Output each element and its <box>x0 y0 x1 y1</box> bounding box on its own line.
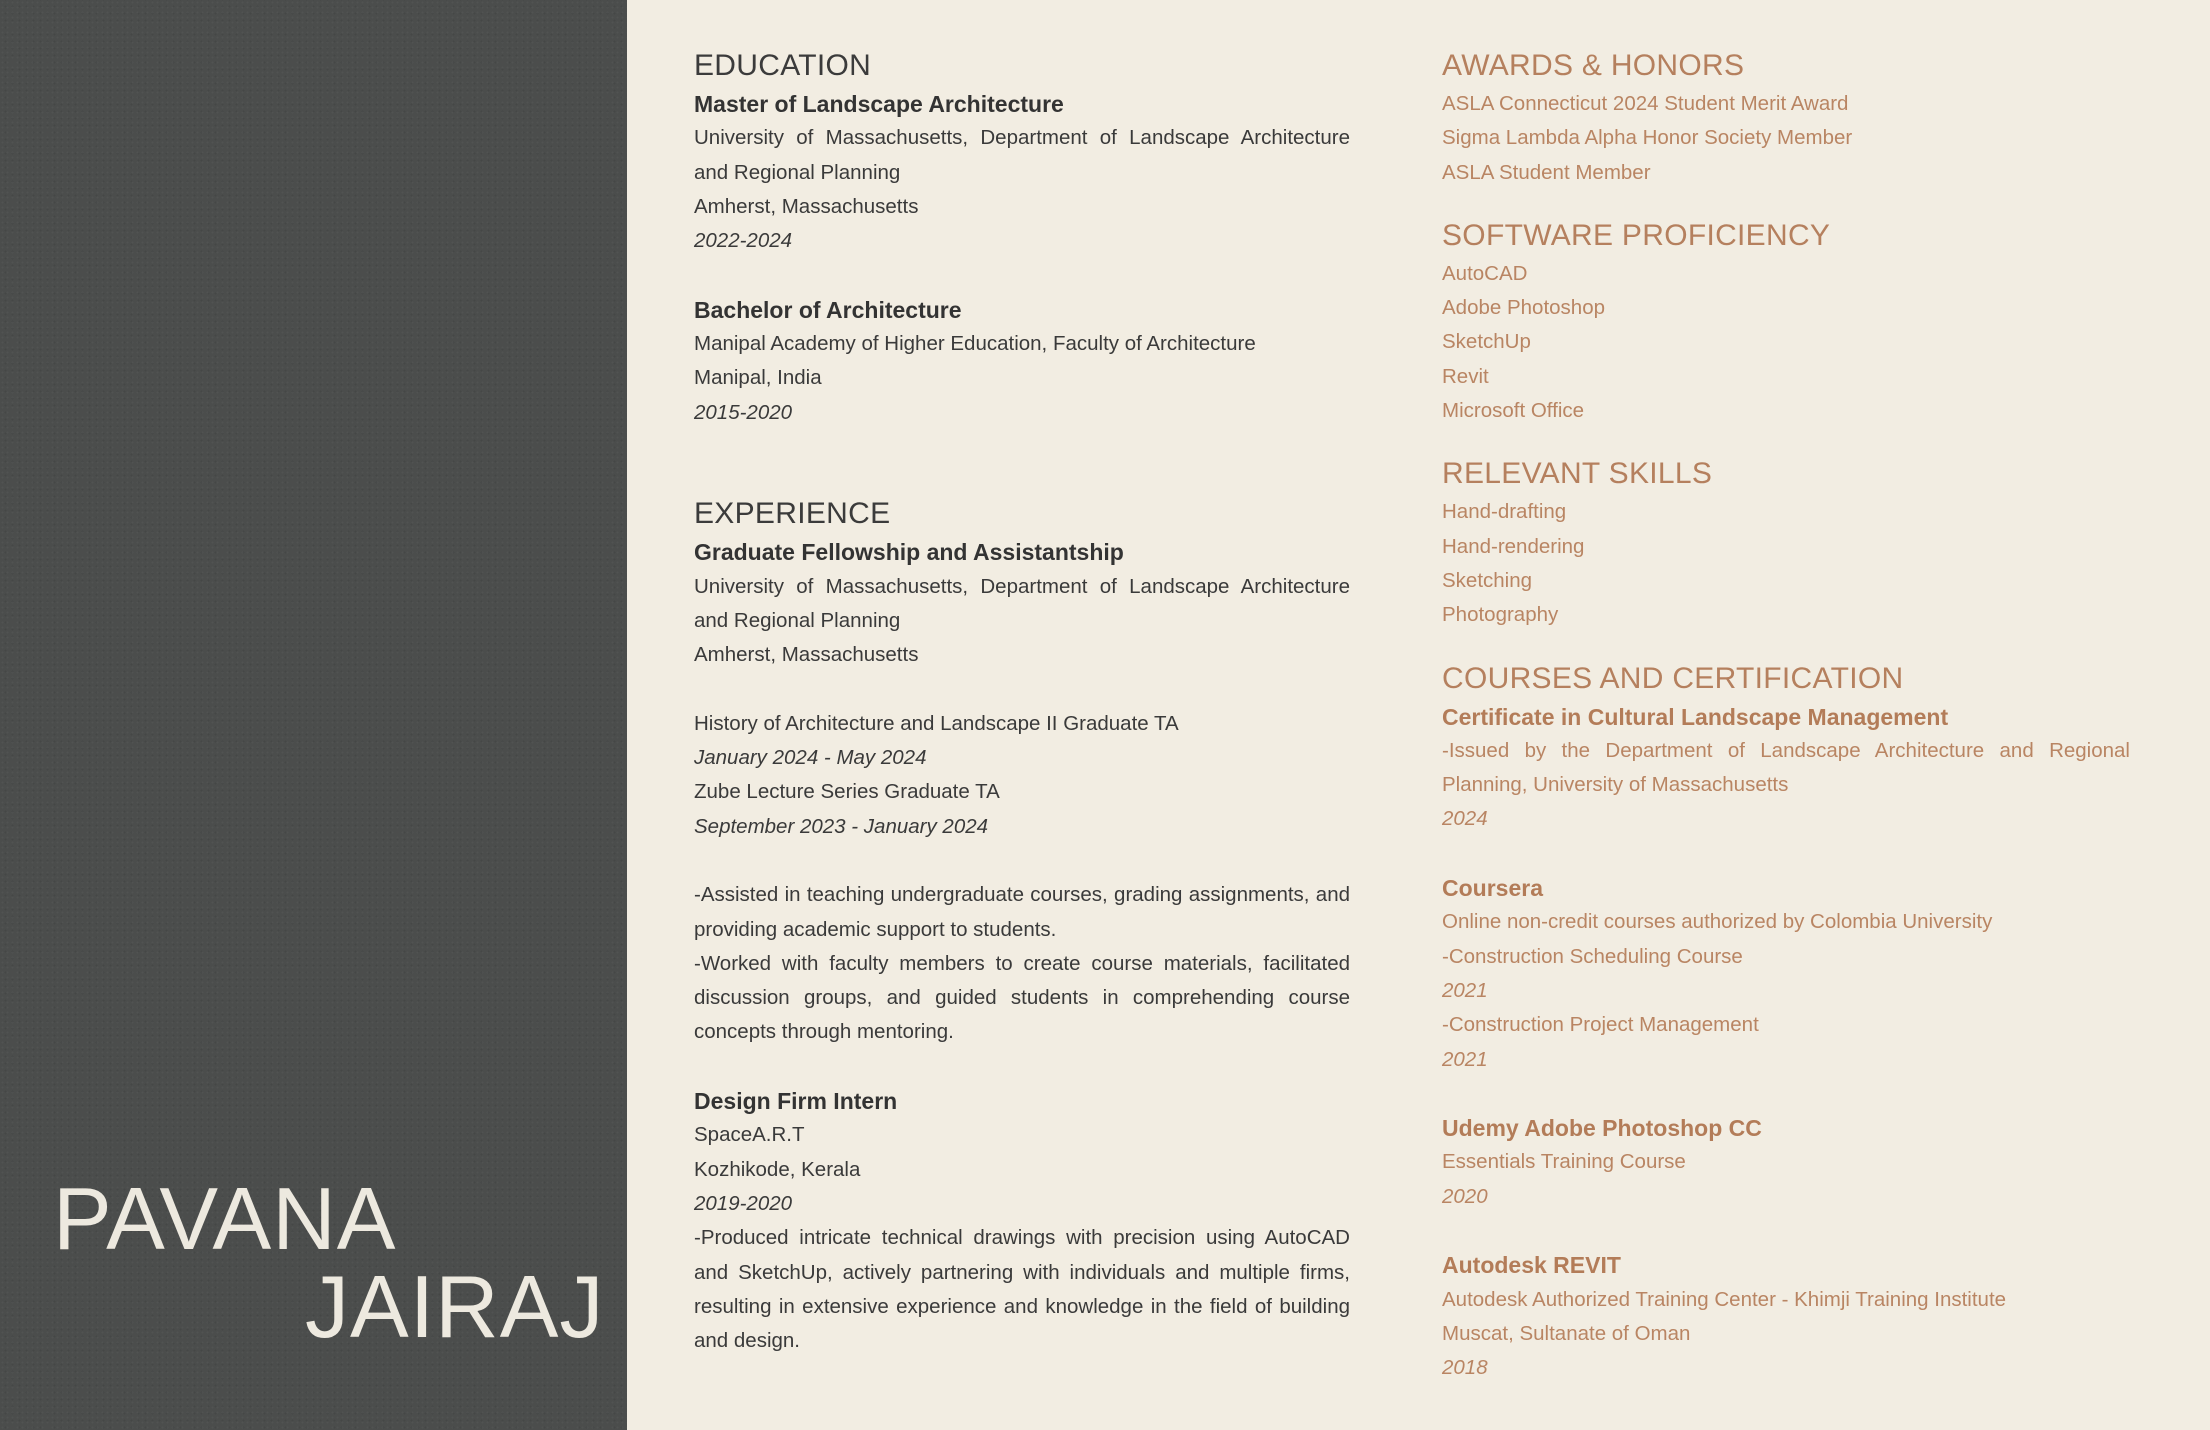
cert-year: 2024 <box>1442 807 1488 831</box>
education-degree: Master of Landscape Architecture <box>694 91 1064 117</box>
udemy-year: 2020 <box>1442 1184 1488 1208</box>
right-column <box>1442 45 2130 1386</box>
skills-title: RELEVANT SKILLS <box>1442 457 1713 491</box>
coursera-course2: -Construction Project Management <box>1442 1013 1759 1037</box>
software-item: SketchUp <box>1442 330 1531 354</box>
software-item: Revit <box>1442 364 1489 388</box>
udemy-title: Udemy Adobe Photoshop CC <box>1442 1115 1762 1142</box>
intern-dates: 2019-2020 <box>694 1191 793 1215</box>
intern-location: Kozhikode, Kerala <box>694 1157 861 1181</box>
award-item: ASLA Student Member <box>1442 160 1651 184</box>
name-last: JAIRAJ <box>305 1257 605 1356</box>
cert-title: Certificate in Cultural Landscape Management <box>1442 703 1949 730</box>
coursera-year1: 2021 <box>1442 978 1488 1002</box>
cert-desc: -Issued by the Department of Landscape Architecture and Regional Planning, University of Massachusetts <box>1442 738 2130 797</box>
award-item: Sigma Lambda Alpha Honor Society Member <box>1442 126 1853 150</box>
skill-item: Hand-rendering <box>1442 534 1585 558</box>
experience-title: EXPERIENCE <box>694 497 891 531</box>
intern-firm: SpaceA.R.T <box>694 1123 805 1147</box>
coursera-year2: 2021 <box>1442 1047 1488 1071</box>
coursera-course1: -Construction Scheduling Course <box>1442 944 1743 968</box>
education-school: University of Massachusetts, Department of Landscape Architecture and Regional Planning <box>694 126 1350 184</box>
software-item: Adobe Photoshop <box>1442 296 1605 320</box>
revit-year: 2018 <box>1442 1356 1488 1380</box>
education-dates: 2015-2020 <box>694 400 793 424</box>
fellowship-role2: Zube Lecture Series Graduate TA <box>694 780 1000 804</box>
fellowship-location: Amherst, Massachusetts <box>694 643 919 667</box>
udemy-desc: Essentials Training Course <box>1442 1150 1686 1174</box>
name-first: PAVANA <box>53 1169 397 1268</box>
education-location: Amherst, Massachusetts <box>694 194 919 218</box>
education-school: Manipal Academy of Higher Education, Faculty of Architecture <box>694 332 1256 356</box>
coursera-desc: Online non-credit courses authorized by Colombia University <box>1442 910 1993 934</box>
education-location: Manipal, India <box>694 366 822 390</box>
education-dates: 2022-2024 <box>694 229 793 253</box>
awards-title: AWARDS & HONORS <box>1442 49 1745 82</box>
skill-item: Sketching <box>1442 568 1533 592</box>
intern-bullet: -Produced intricate technical drawings with precision using AutoCAD and SketchUp, actively partnering with individuals and multiple firms, resulting in extensive experience and knowledge in the field of building and design. <box>694 1226 1350 1353</box>
revit-desc: Autodesk Authorized Training Center - Khimji Training Institute <box>1442 1287 2007 1311</box>
courses-title: COURSES AND CERTIFICATION <box>1442 661 1904 695</box>
software-title: SOFTWARE PROFICIENCY <box>1442 218 1831 252</box>
fellowship-bullet2: -Worked with faculty members to create course materials, facilitated discussion groups, and guided students in comprehending course concepts through mentoring. <box>694 951 1350 1044</box>
revit-location: Muscat, Sultanate of Oman <box>1442 1321 1691 1345</box>
fellowship-role2-dates: September 2023 - January 2024 <box>694 814 989 838</box>
education-degree: Bachelor of Architecture <box>694 296 962 323</box>
revit-title: Autodesk REVIT <box>1442 1252 1621 1279</box>
sidebar-panel <box>0 0 627 1430</box>
fellowship-org: University of Massachusetts, Department of Landscape Architecture and Regional Planning <box>694 574 1350 632</box>
coursera-title: Coursera <box>1442 875 1543 902</box>
skill-item: Hand-drafting <box>1442 500 1567 524</box>
left-column <box>694 45 1350 1358</box>
award-item: ASLA Connecticut 2024 Student Merit Award <box>1442 92 1849 115</box>
fellowship-role1: History of Architecture and Landscape II Graduate TA <box>694 711 1179 735</box>
fellowship-bullet1: -Assisted in teaching undergraduate courses, grading assignments, and providing academic support to students. <box>694 883 1350 941</box>
education-title: EDUCATION <box>694 49 872 82</box>
software-item: AutoCAD <box>1442 261 1528 285</box>
intern-title: Design Firm Intern <box>694 1088 898 1115</box>
fellowship-title: Graduate Fellowship and Assistantship <box>694 539 1124 566</box>
skill-item: Photography <box>1442 603 1559 627</box>
fellowship-role1-dates: January 2024 - May 2024 <box>694 746 927 770</box>
software-item: Microsoft Office <box>1442 399 1585 423</box>
